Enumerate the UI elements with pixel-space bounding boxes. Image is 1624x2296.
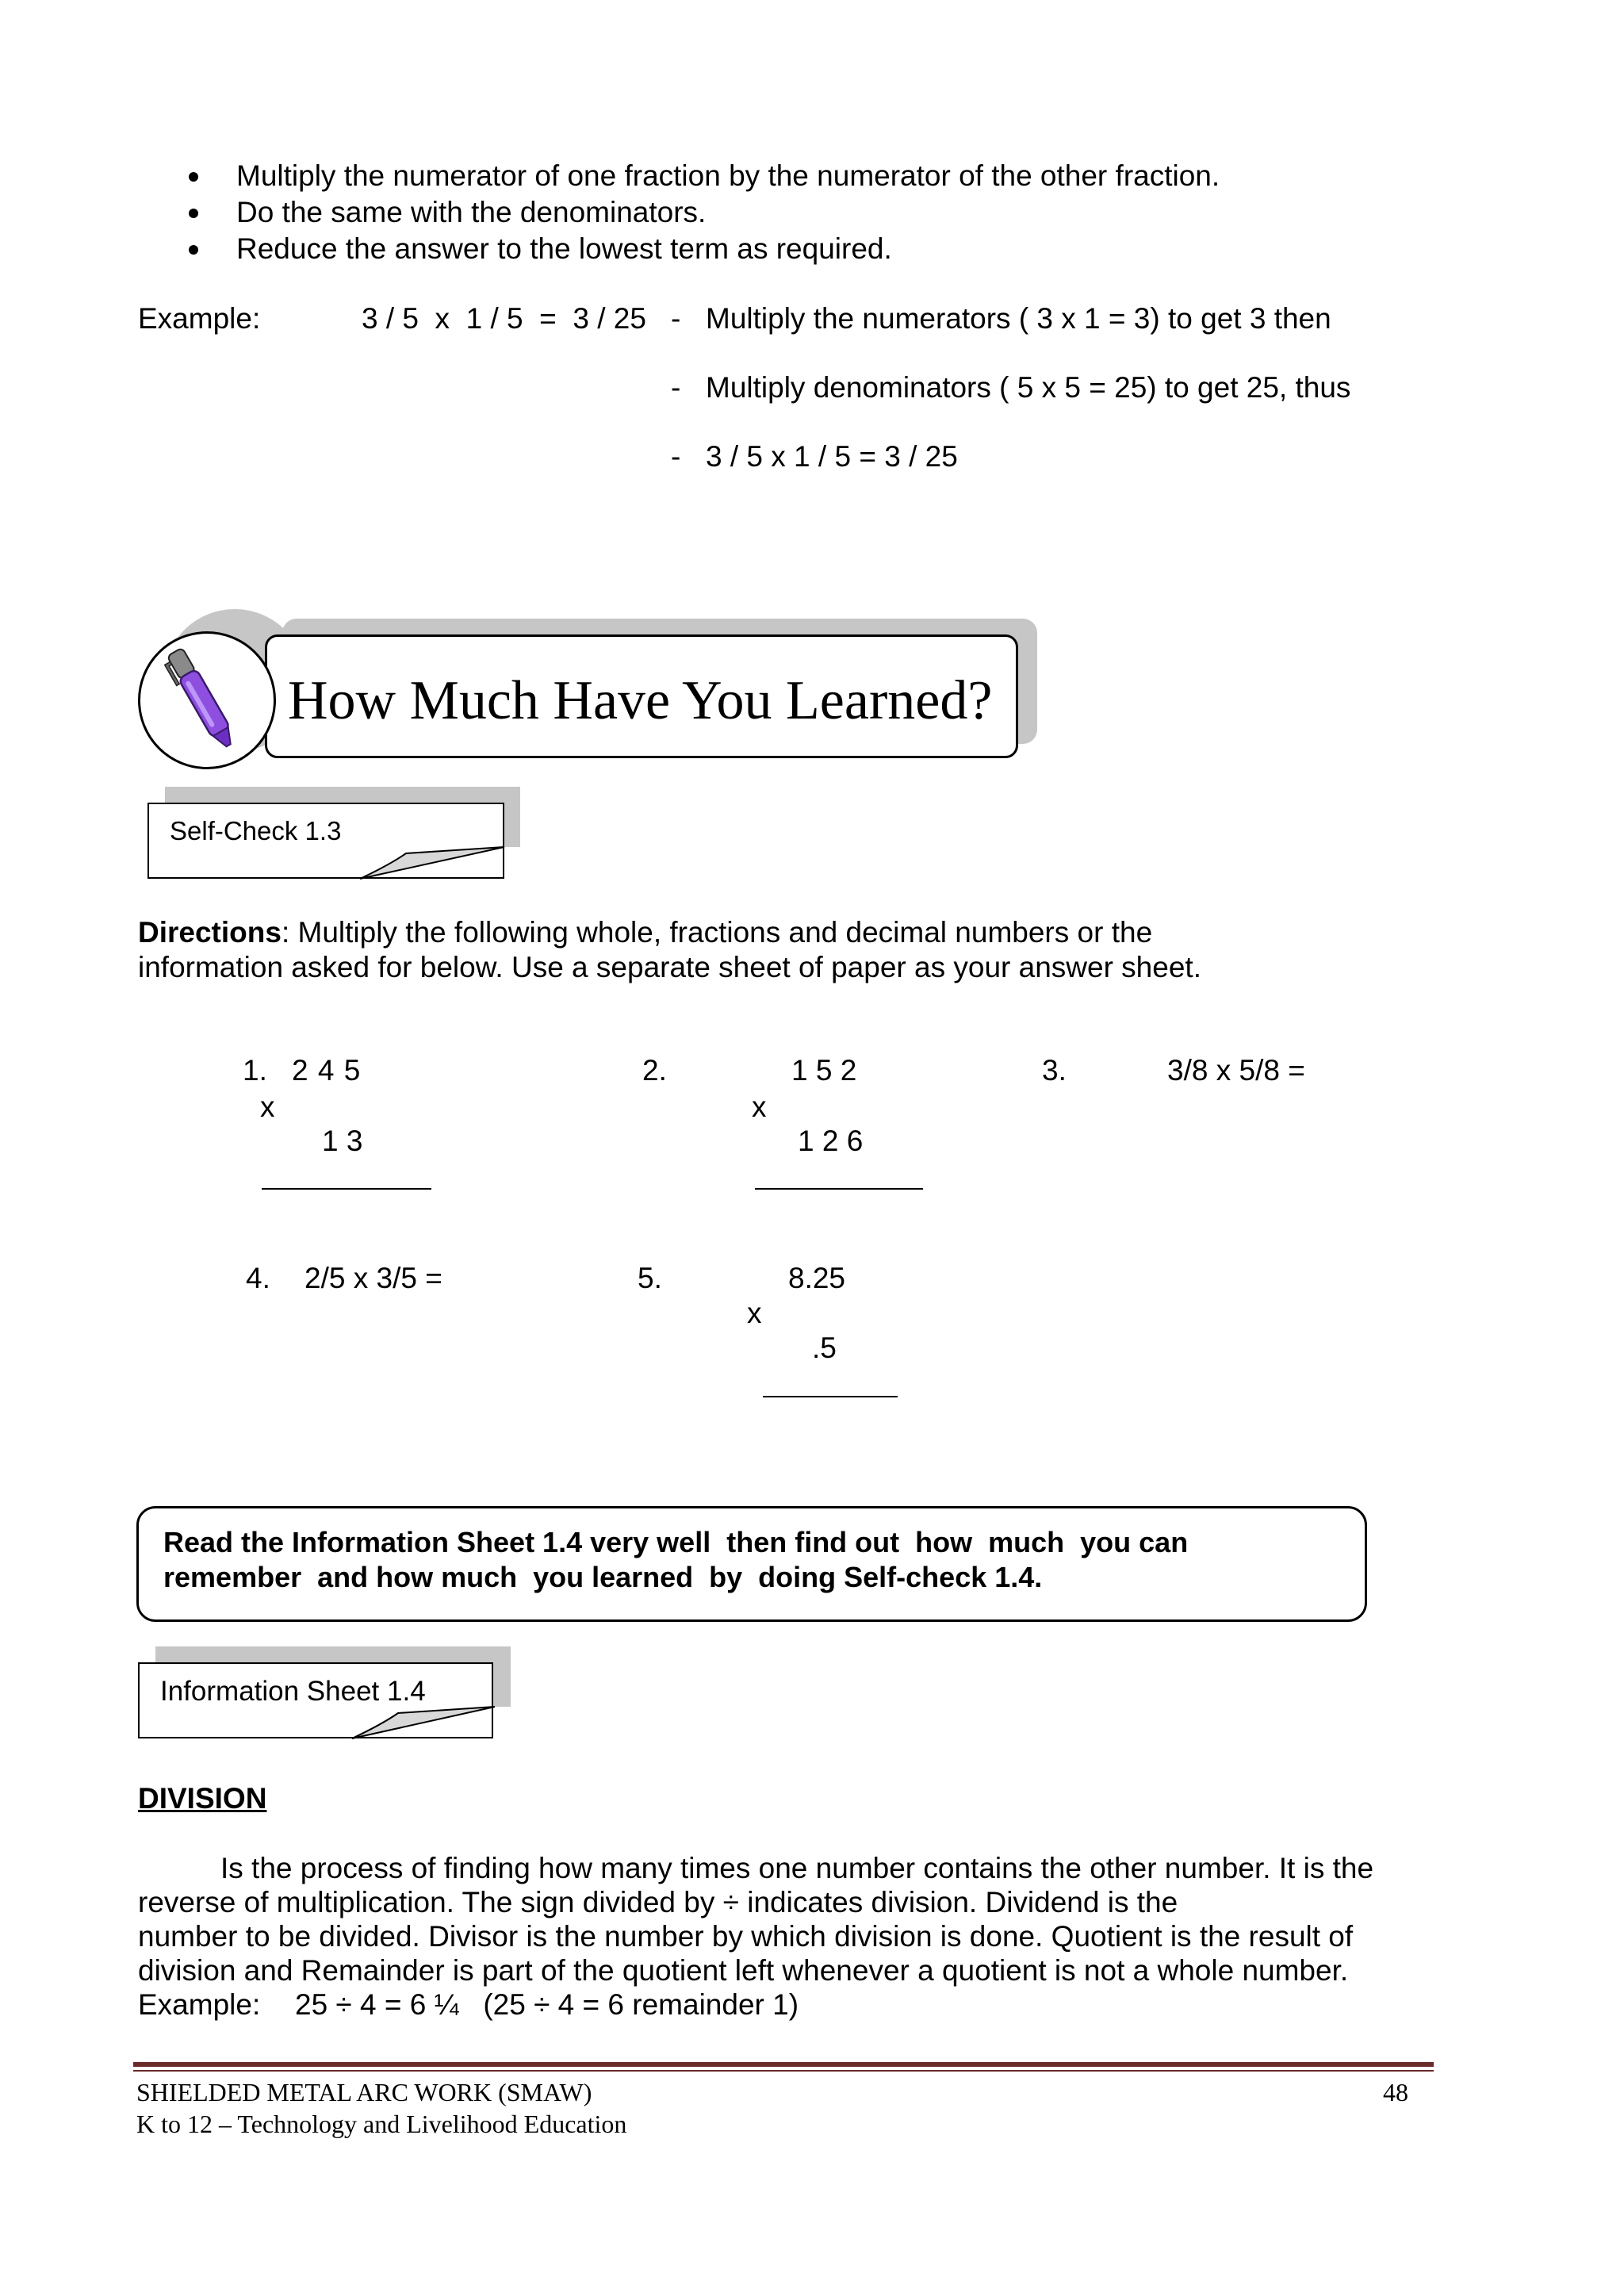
problem-number: 2. (642, 1054, 667, 1087)
example-step: Multiply the numerators ( 3 x 1 = 3) to get 3 then (706, 302, 1331, 335)
problem-bottom-number: 1 2 6 (798, 1125, 864, 1157)
example-label: Example: (138, 1988, 261, 2021)
example-step: 3 / 5 x 1 / 5 = 3 / 25 (706, 440, 958, 473)
page-number: 48 (1383, 2078, 1408, 2106)
multiply-sign: x (260, 1091, 275, 1123)
bullet-item: Reduce the answer to the lowest term as required. (236, 232, 892, 265)
problem-expression: 2/5 x 3/5 = (304, 1262, 442, 1294)
directions-line2: information asked for below. Use a separate sheet of paper as your answer sheet. (138, 951, 1201, 983)
footer-title: SHIELDED METAL ARC WORK (SMAW) (136, 2078, 592, 2106)
answer-line (262, 1188, 431, 1190)
callout-line1: Read the Information Sheet 1.4 very well then find out how much you can (163, 1526, 1189, 1558)
problem-bottom-number: 1 3 (322, 1125, 363, 1157)
page-curl-icon (358, 841, 509, 880)
bullet-dot (189, 172, 198, 182)
example-step: Multiply denominators ( 5 x 5 = 25) to get 25, thus (706, 371, 1351, 404)
problem-number: 5. (638, 1262, 662, 1294)
paragraph-line: Is the process of finding how many times one number contains the other number. It is the (220, 1852, 1374, 1884)
multiply-sign: x (752, 1091, 767, 1123)
problem-top-number: 1 5 2 (791, 1054, 857, 1087)
footer-subtitle: K to 12 – Technology and Livelihood Education (136, 2110, 627, 2138)
directions-text: : Multiply the following whole, fractions and decimal numbers or the (281, 916, 1153, 949)
problem-number: 1. (243, 1054, 267, 1087)
problem-expression: 3/8 x 5/8 = (1167, 1054, 1305, 1087)
directions-label: Directions (138, 916, 282, 949)
example-equation: 3 / 5 x 1 / 5 = 3 / 25 (362, 302, 646, 335)
bullet-item: Multiply the numerator of one fraction by the numerator of the other fraction. (236, 159, 1220, 192)
paragraph-line: division and Remainder is part of the quotient left whenever a quotient is not a whole number. (138, 1954, 1349, 1987)
step-dash: - (671, 440, 681, 473)
bullet-dot (189, 245, 198, 255)
problem-number: 4. (246, 1262, 270, 1294)
problem-bottom-number: .5 (812, 1332, 837, 1364)
callout-line2: remember and how much you learned by doing Self-check 1.4. (163, 1561, 1043, 1593)
bullet-dot (189, 209, 198, 218)
tab-label: Self-Check 1.3 (170, 816, 342, 845)
bullet-item: Do the same with the denominators. (236, 196, 707, 228)
step-dash: - (671, 302, 681, 335)
banner-title: How Much Have You Learned? (288, 670, 993, 731)
answer-line (763, 1396, 898, 1397)
directions-line1 (138, 915, 1152, 950)
footer-rule (133, 2062, 1434, 2067)
problem-number: 3. (1042, 1054, 1067, 1087)
multiply-sign: x (747, 1297, 762, 1329)
step-dash: - (671, 371, 681, 404)
section-heading: DIVISION (138, 1782, 267, 1815)
answer-line (755, 1188, 923, 1190)
paragraph-line: reverse of multiplication. The sign divided by ÷ indicates division. Dividend is the (138, 1886, 1178, 1918)
footer-rule-thin (133, 2070, 1434, 2072)
pen-icon (159, 639, 254, 758)
paragraph-line: number to be divided. Divisor is the number by which division is done. Quotient is the result of (138, 1920, 1354, 1953)
problem-top-number: 2 4 5 (292, 1054, 362, 1087)
tab-label: Information Sheet 1.4 (160, 1676, 426, 1707)
division-example: 25 ÷ 4 = 6 ¼ (25 ÷ 4 = 6 remainder 1) (295, 1988, 799, 2021)
problem-top-number: 8.25 (788, 1262, 846, 1294)
example-label: Example: (138, 302, 261, 335)
